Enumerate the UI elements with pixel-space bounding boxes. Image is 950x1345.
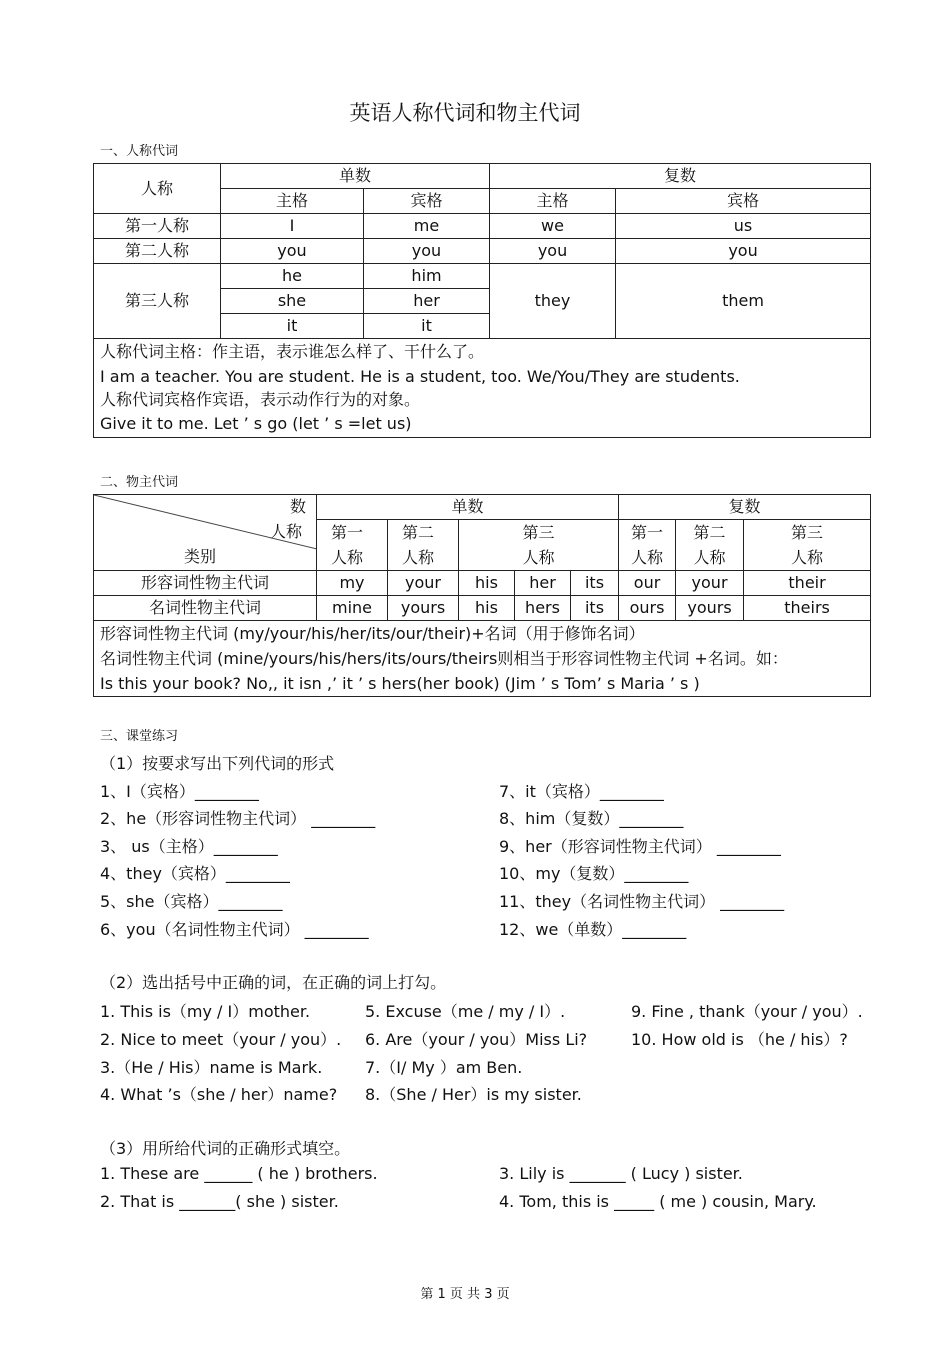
row-label: 形容词性物主代词 [94, 571, 317, 596]
notes-cell [94, 339, 871, 438]
exercise2-title: （2）选出括号中正确的词，在正确的词上打勾。 [100, 973, 447, 992]
cell: her [515, 571, 571, 596]
exercise-item: 6. Are（your / you）Miss Li? [365, 1030, 588, 1049]
cell: us [616, 214, 871, 239]
note-line: Is this your book? No,, it isn ,’ it ’ s hers(her book) (Jim ’ s Tom’ s Maria ’ s ) [100, 674, 700, 693]
exercise-item: 10、my（复数）________ [499, 864, 689, 883]
header-number: 数 [289, 497, 306, 516]
exercise1-title: （1）按要求写出下列代词的形式 [100, 754, 335, 773]
cell: we [490, 214, 616, 239]
table-row [94, 596, 871, 621]
exercise-item: 8、him（复数）________ [499, 809, 684, 828]
exercise-item: 5. Excuse（me / my / I）. [365, 1002, 566, 1021]
section1-heading: 一、人称代词 [100, 144, 179, 159]
exercise-item: 3. Lily is _______ ( Lucy ) sister. [499, 1164, 743, 1183]
cell: my [317, 571, 388, 596]
cell: you [221, 239, 364, 264]
exercise-item: 7.（I/ My ）am Ben. [365, 1058, 523, 1077]
section2-heading: 二、物主代词 [100, 475, 179, 490]
row-person: 第二人称 [94, 239, 221, 264]
cell: theirs [744, 596, 871, 621]
table-row [94, 239, 871, 264]
table-row [94, 264, 871, 289]
header-second: 第二 人称 [676, 520, 744, 571]
exercise-item: 9. Fine , thank（your / you）. [631, 1002, 863, 1021]
personal-pronoun-table [93, 163, 871, 438]
cell: yours [676, 596, 744, 621]
table-row [94, 571, 871, 596]
note-line: 名词性物主代词 (mine/yours/his/hers/its/ours/theirs则相当于形容词性物主代词 +名词。如： [100, 649, 788, 668]
exercise-item: 2、he（形容词性物主代词） ________ [100, 809, 376, 828]
cell: your [676, 571, 744, 596]
exercise-item: 5、she（宾格）________ [100, 892, 283, 911]
cell: you [616, 239, 871, 264]
cell: ours [619, 596, 676, 621]
cell: he [221, 264, 364, 289]
exercise-item: 10. How old is （he / his）? [631, 1030, 848, 1049]
cell: yours [388, 596, 459, 621]
note-line: I am a teacher. You are student. He is a student, too. We/You/They are students. [100, 367, 740, 386]
row-person: 第一人称 [94, 214, 221, 239]
cell: her [364, 289, 490, 314]
note-line: 人称代词主格：作主语，表示谁怎么样了、干什么了。 [100, 342, 485, 361]
header-singular: 单数 [317, 495, 619, 520]
cell: you [364, 239, 490, 264]
exercise-item: 1、I（宾格）________ [100, 782, 259, 801]
exercise-item: 3、 us（主格）________ [100, 837, 278, 856]
exercise-item: 7、it（宾格）________ [499, 782, 664, 801]
cell: him [364, 264, 490, 289]
header-person: 人称 [94, 164, 221, 214]
cell: they [490, 264, 616, 339]
exercise-item: 11、they（名词性物主代词） ________ [499, 892, 785, 911]
possessive-pronoun-table [93, 494, 871, 697]
header-person: 人称 [269, 522, 302, 541]
page-title: 英语人称代词和物主代词 [349, 101, 581, 125]
header-category: 类别 [184, 547, 217, 566]
note-line: 人称代词宾格作宾语，表示动作行为的对象。 [100, 390, 421, 409]
page-footer: 第 1 页 共 3 页 [420, 1287, 510, 1302]
cell: it [364, 314, 490, 339]
exercise-item: 8.（She / Her）is my sister. [365, 1085, 582, 1104]
exercise3-title: （3）用所给代词的正确形式填空。 [100, 1139, 351, 1158]
cell: its [571, 571, 619, 596]
exercise-item: 2. Nice to meet（your / you）. [100, 1030, 342, 1049]
header-plural-object: 宾格 [616, 189, 871, 214]
header-plural: 复数 [490, 164, 871, 189]
cell: our [619, 571, 676, 596]
cell: his [459, 596, 515, 621]
exercise-item: 2. That is _______( she ) sister. [100, 1192, 339, 1211]
exercise-item: 4. Tom, this is _____ ( me ) cousin, Mary. [499, 1192, 817, 1211]
table-row [94, 214, 871, 239]
cell: its [571, 596, 619, 621]
cell: their [744, 571, 871, 596]
header-third: 第三 人称 [459, 520, 619, 571]
header-singular-subject: 主格 [221, 189, 364, 214]
cell: his [459, 571, 515, 596]
cell: them [616, 264, 871, 339]
exercise-item: 9、her（形容词性物主代词） ________ [499, 837, 781, 856]
row-person: 第三人称 [94, 264, 221, 339]
exercise-item: 6、you（名词性物主代词） ________ [100, 920, 369, 939]
cell: hers [515, 596, 571, 621]
cell: your [388, 571, 459, 596]
notes-cell [94, 621, 871, 697]
exercise-item: 1. This is（my / I）mother. [100, 1002, 311, 1021]
header-first: 第一 人称 [619, 520, 676, 571]
section3-heading: 三、课堂练习 [100, 729, 179, 744]
header-first: 第一 人称 [317, 520, 388, 571]
header-singular-object: 宾格 [364, 189, 490, 214]
header-plural-subject: 主格 [490, 189, 616, 214]
cell: I [221, 214, 364, 239]
cell: it [221, 314, 364, 339]
cell: she [221, 289, 364, 314]
exercise-item: 4、they（宾格）________ [100, 864, 290, 883]
header-second: 第二 人称 [388, 520, 459, 571]
cell: you [490, 239, 616, 264]
exercise-item: 12、we（单数）________ [499, 920, 687, 939]
header-third: 第三 人称 [744, 520, 871, 571]
row-label: 名词性物主代词 [94, 596, 317, 621]
cell: mine [317, 596, 388, 621]
header-singular: 单数 [221, 164, 490, 189]
exercise-item: 3.（He / His）name is Mark. [100, 1058, 323, 1077]
note-line: 形容词性物主代词 (my/your/his/her/its/our/their)+名词（用于修饰名词） [100, 624, 645, 643]
exercise-item: 4. What ’s（she / her）name? [100, 1085, 338, 1104]
header-plural: 复数 [619, 495, 871, 520]
cell: me [364, 214, 490, 239]
exercise-item: 1. These are ______ ( he ) brothers. [100, 1164, 378, 1183]
diagonal-header [94, 495, 317, 571]
note-line: Give it to me. Let ’ s go (let ’ s =let us) [100, 414, 412, 433]
